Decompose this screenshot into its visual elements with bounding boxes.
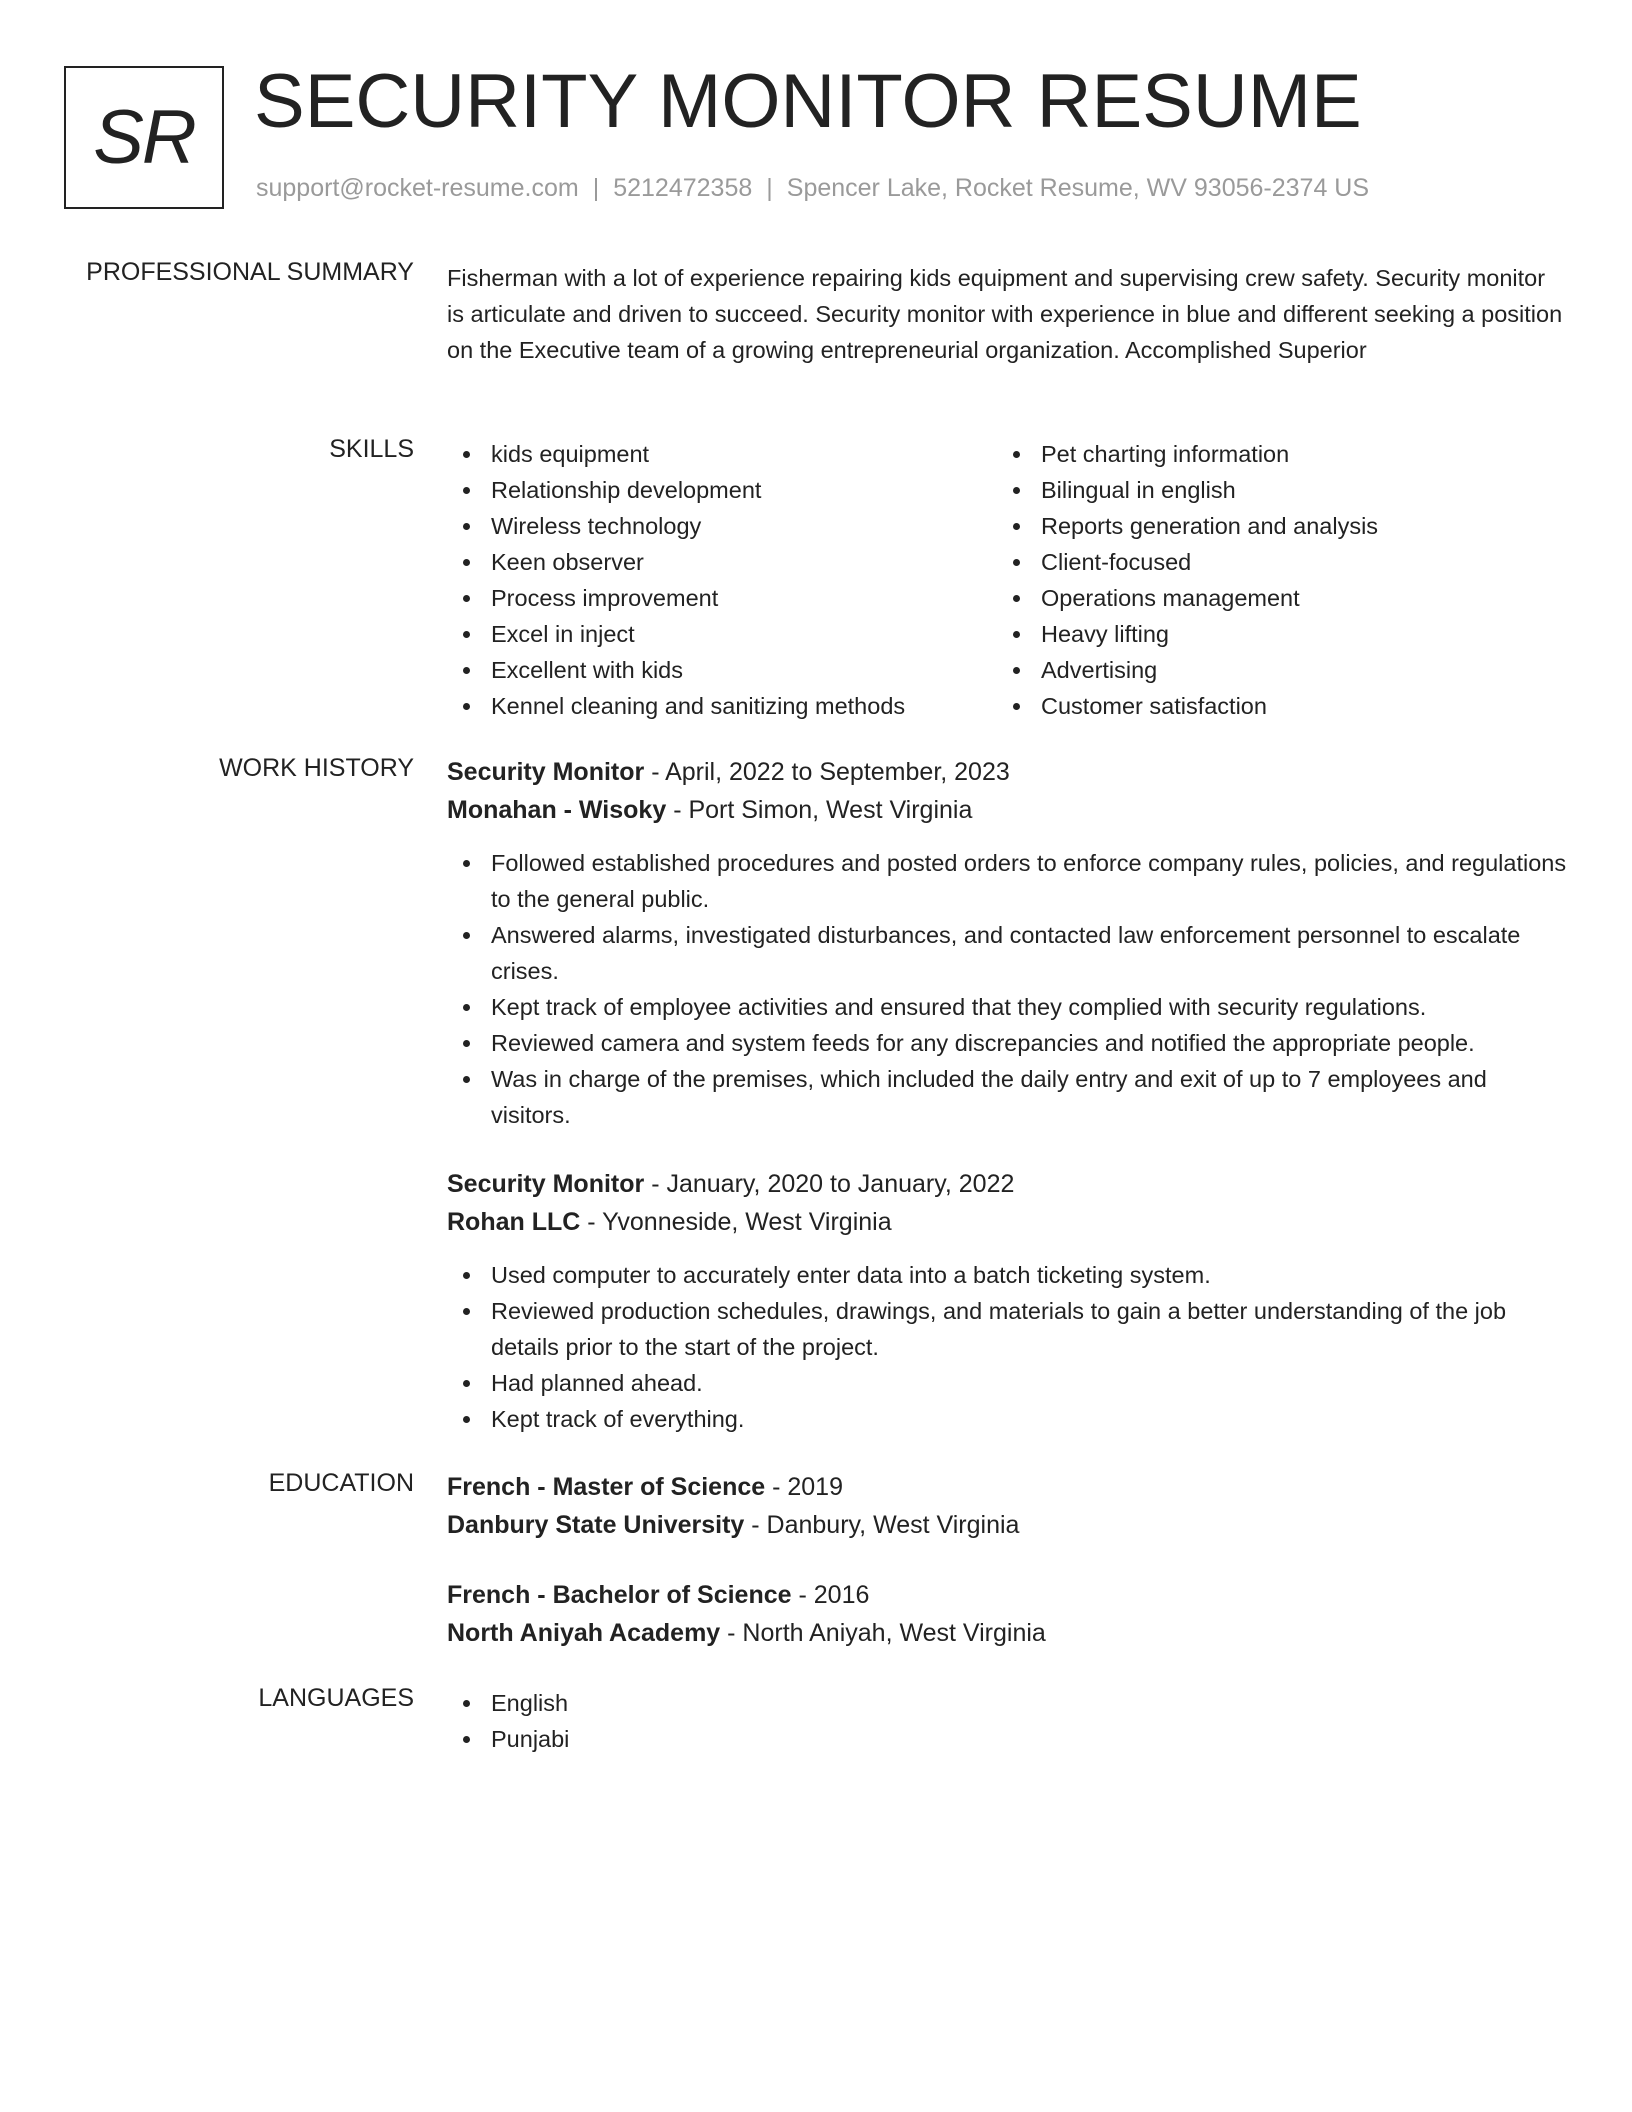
list-item: Relationship development bbox=[447, 472, 997, 508]
section-heading-work: WORK HISTORY bbox=[219, 754, 414, 782]
degree-line bbox=[447, 1576, 1567, 1614]
list-item: Heavy lifting bbox=[997, 616, 1547, 652]
school: North Aniyah Academy bbox=[447, 1619, 721, 1647]
list-item: Operations management bbox=[997, 580, 1547, 616]
list-item: Wireless technology bbox=[447, 508, 997, 544]
list-item: Kennel cleaning and sanitizing methods bbox=[447, 688, 997, 724]
list-item: Answered alarms, investigated disturbances, and contacted law enforcement personnel to escalate crises. bbox=[447, 917, 1567, 989]
job-location: - Yvonneside, West Virginia bbox=[580, 1208, 892, 1236]
list-item: Was in charge of the premises, which included the daily entry and exit of up to 7 employees and visitors. bbox=[447, 1061, 1567, 1133]
job-title-line bbox=[447, 1165, 1567, 1203]
list-item: Kept track of everything. bbox=[447, 1401, 1567, 1437]
school-location: - Danbury, West Virginia bbox=[744, 1511, 1020, 1539]
job-company: Rohan LLC bbox=[447, 1208, 581, 1236]
section-heading-summary: PROFESSIONAL SUMMARY bbox=[86, 258, 414, 286]
job-title: Security Monitor bbox=[447, 1170, 645, 1198]
job-dates: - April, 2022 to September, 2023 bbox=[644, 758, 1010, 786]
skills-grid bbox=[447, 436, 1567, 724]
contact-separator: | bbox=[766, 174, 773, 202]
list-item: Excellent with kids bbox=[447, 652, 997, 688]
list-item: Kept track of employee activities and ensured that they complied with security regulations. bbox=[447, 989, 1567, 1025]
job-bullets bbox=[447, 845, 1567, 1133]
job-title: Security Monitor bbox=[447, 758, 645, 786]
contact-email: support@rocket-resume.com bbox=[256, 174, 579, 202]
contact-separator: | bbox=[592, 174, 600, 202]
degree-year: - 2016 bbox=[791, 1581, 870, 1609]
summary-body bbox=[447, 260, 1567, 368]
list-item: Reviewed production schedules, drawings, and materials to gain a better understanding of the job details prior to the start of the project. bbox=[447, 1293, 1567, 1365]
list-item: Client-focused bbox=[997, 544, 1547, 580]
list-item: Process improvement bbox=[447, 580, 997, 616]
resume-title: SECURITY MONITOR RESUME bbox=[254, 59, 1362, 144]
education-entry bbox=[447, 1468, 1567, 1544]
summary-text: Fisherman with a lot of experience repairing kids equipment and supervising crew safety. Security monitor is articulate and driven to succeed. Security monitor with experience in blue and different seeking a position on the Executive team of a growing entrepreneurial organization. Accomplished Superior bbox=[447, 265, 1563, 363]
section-heading-skills: SKILLS bbox=[329, 435, 414, 463]
list-item: Pet charting information bbox=[997, 436, 1547, 472]
education-body bbox=[447, 1468, 1567, 1652]
section-heading-languages: LANGUAGES bbox=[258, 1684, 414, 1712]
job-title-line bbox=[447, 753, 1567, 791]
job-bullets bbox=[447, 1257, 1567, 1437]
contact-line bbox=[256, 174, 1369, 203]
degree-line bbox=[447, 1468, 1567, 1506]
job-location: - Port Simon, West Virginia bbox=[666, 796, 973, 824]
monogram-box bbox=[64, 66, 224, 209]
education-entry bbox=[447, 1576, 1567, 1652]
list-item: Reviewed camera and system feeds for any discrepancies and notified the appropriate people. bbox=[447, 1025, 1567, 1061]
section-heading-education: EDUCATION bbox=[268, 1469, 414, 1497]
job-entry bbox=[447, 753, 1567, 1133]
job-entry bbox=[447, 1165, 1567, 1437]
job-dates: - January, 2020 to January, 2022 bbox=[644, 1170, 1015, 1198]
list-item: Customer satisfaction bbox=[997, 688, 1547, 724]
contact-address: Spencer Lake, Rocket Resume, WV 93056-2374 US bbox=[786, 174, 1370, 202]
school-line bbox=[447, 1506, 1567, 1544]
list-item: Reports generation and analysis bbox=[997, 508, 1547, 544]
list-item: Used computer to accurately enter data into a batch ticketing system. bbox=[447, 1257, 1567, 1293]
languages-body bbox=[447, 1685, 1567, 1757]
languages-list bbox=[447, 1685, 1567, 1757]
skills-column-right bbox=[997, 436, 1547, 724]
list-item: Advertising bbox=[997, 652, 1547, 688]
skills-column-left bbox=[447, 436, 997, 724]
list-item: Punjabi bbox=[447, 1721, 1567, 1757]
list-item: English bbox=[447, 1685, 1567, 1721]
list-item: Keen observer bbox=[447, 544, 997, 580]
list-item: Bilingual in english bbox=[997, 472, 1547, 508]
list-item: Excel in inject bbox=[447, 616, 997, 652]
degree: French - Bachelor of Science bbox=[447, 1581, 792, 1609]
degree-year: - 2019 bbox=[765, 1473, 843, 1501]
job-company-line bbox=[447, 791, 1567, 829]
list-item: Followed established procedures and posted orders to enforce company rules, policies, and regulations to the general public. bbox=[447, 845, 1567, 917]
list-item: Had planned ahead. bbox=[447, 1365, 1567, 1401]
contact-phone: 5212472358 bbox=[613, 174, 753, 202]
school: Danbury State University bbox=[447, 1511, 745, 1539]
work-body bbox=[447, 753, 1567, 1437]
job-company-line bbox=[447, 1203, 1567, 1241]
job-company: Monahan - Wisoky bbox=[447, 796, 667, 824]
monogram-initials: SR bbox=[93, 95, 195, 180]
degree: French - Master of Science bbox=[447, 1473, 766, 1501]
school-line bbox=[447, 1614, 1567, 1652]
school-location: - North Aniyah, West Virginia bbox=[720, 1619, 1046, 1647]
skills-body bbox=[447, 436, 1567, 724]
list-item: kids equipment bbox=[447, 436, 997, 472]
